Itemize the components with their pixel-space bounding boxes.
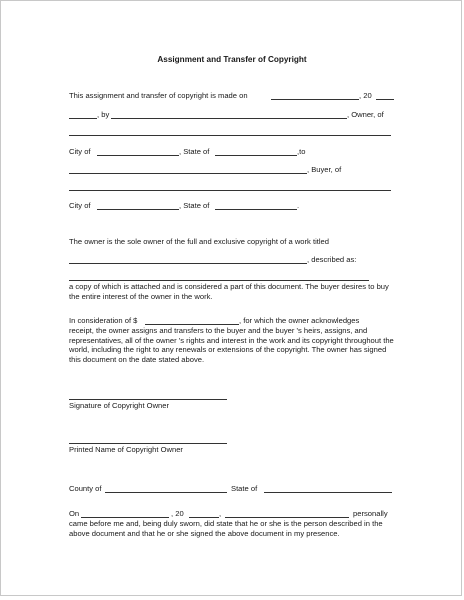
line1-year: , 20 — [359, 91, 372, 100]
line4-city: City of — [69, 147, 91, 156]
on-label: On — [69, 509, 80, 518]
consideration-paragraph: receipt, the owner assigns and transfers to the buyer and the buyer 's heirs, assigns, and representatives, all of the owner 's rights and interest in the work and its copyright throughout the world, including the right to any renewals or extensions of the copyright. The owner has signed this document on the date stated above. — [69, 326, 394, 365]
buyer-state-blank[interactable] — [215, 209, 297, 210]
consideration-start: In consideration of $ — [69, 316, 138, 325]
notary-comma: , — [219, 509, 222, 518]
county-label: County of — [69, 484, 102, 493]
owner-name-blank[interactable] — [111, 118, 347, 119]
notary-person-blank[interactable] — [225, 517, 349, 518]
attached-paragraph: a copy of which is attached and is considered a part of this document. The buyer desires to buy the entire interest of the owner in the work. — [69, 282, 389, 301]
line5-buyer: , Buyer, of — [307, 165, 342, 174]
printed-name-label: Printed Name of Copyright Owner — [69, 445, 183, 454]
date-blank[interactable] — [271, 99, 359, 100]
line7-period: . — [297, 201, 300, 210]
year-blank[interactable] — [376, 99, 394, 100]
on-personally: personally — [353, 509, 388, 518]
work-title-blank[interactable] — [69, 263, 307, 264]
line2-owner: , Owner, of — [347, 110, 384, 119]
consideration-rest: , for which the owner acknowledges — [239, 316, 360, 325]
owner-address-blank[interactable] — [69, 135, 391, 136]
line7-state: , State of — [179, 201, 210, 210]
notary-paragraph: came before me and, being duly sworn, did state that he or she is the person described in the above document and that he or she signed the above document in my presence. — [69, 519, 383, 538]
line2-by: , by — [97, 110, 110, 119]
notary-year-blank[interactable] — [189, 517, 219, 518]
owner-city-blank[interactable] — [97, 155, 179, 156]
owner-state-blank[interactable] — [215, 155, 297, 156]
notary-state-blank[interactable] — [264, 492, 392, 493]
described-as: , described as: — [307, 255, 357, 264]
on-20: , 20 — [171, 509, 184, 518]
buyer-city-blank[interactable] — [97, 209, 179, 210]
line4-to: ,to — [297, 147, 306, 156]
line1-text: This assignment and transfer of copyright is made on — [69, 91, 248, 100]
work-description-blank[interactable] — [69, 280, 369, 281]
printed-name-line[interactable] — [69, 443, 227, 444]
county-blank[interactable] — [105, 492, 227, 493]
buyer-name-blank[interactable] — [69, 173, 307, 174]
line4-state: , State of — [179, 147, 210, 156]
year-blank-2[interactable] — [69, 118, 97, 119]
signature-line[interactable] — [69, 399, 227, 400]
notary-date-blank[interactable] — [81, 517, 169, 518]
document-title: Assignment and Transfer of Copyright — [157, 55, 307, 64]
signature-label: Signature of Copyright Owner — [69, 401, 170, 410]
amount-blank[interactable] — [145, 324, 239, 325]
county-state-label: State of — [231, 484, 258, 493]
buyer-address-blank[interactable] — [69, 190, 391, 191]
work-intro: The owner is the sole owner of the full and exclusive copyright of a work titled — [69, 237, 330, 246]
line7-city: City of — [69, 201, 91, 210]
